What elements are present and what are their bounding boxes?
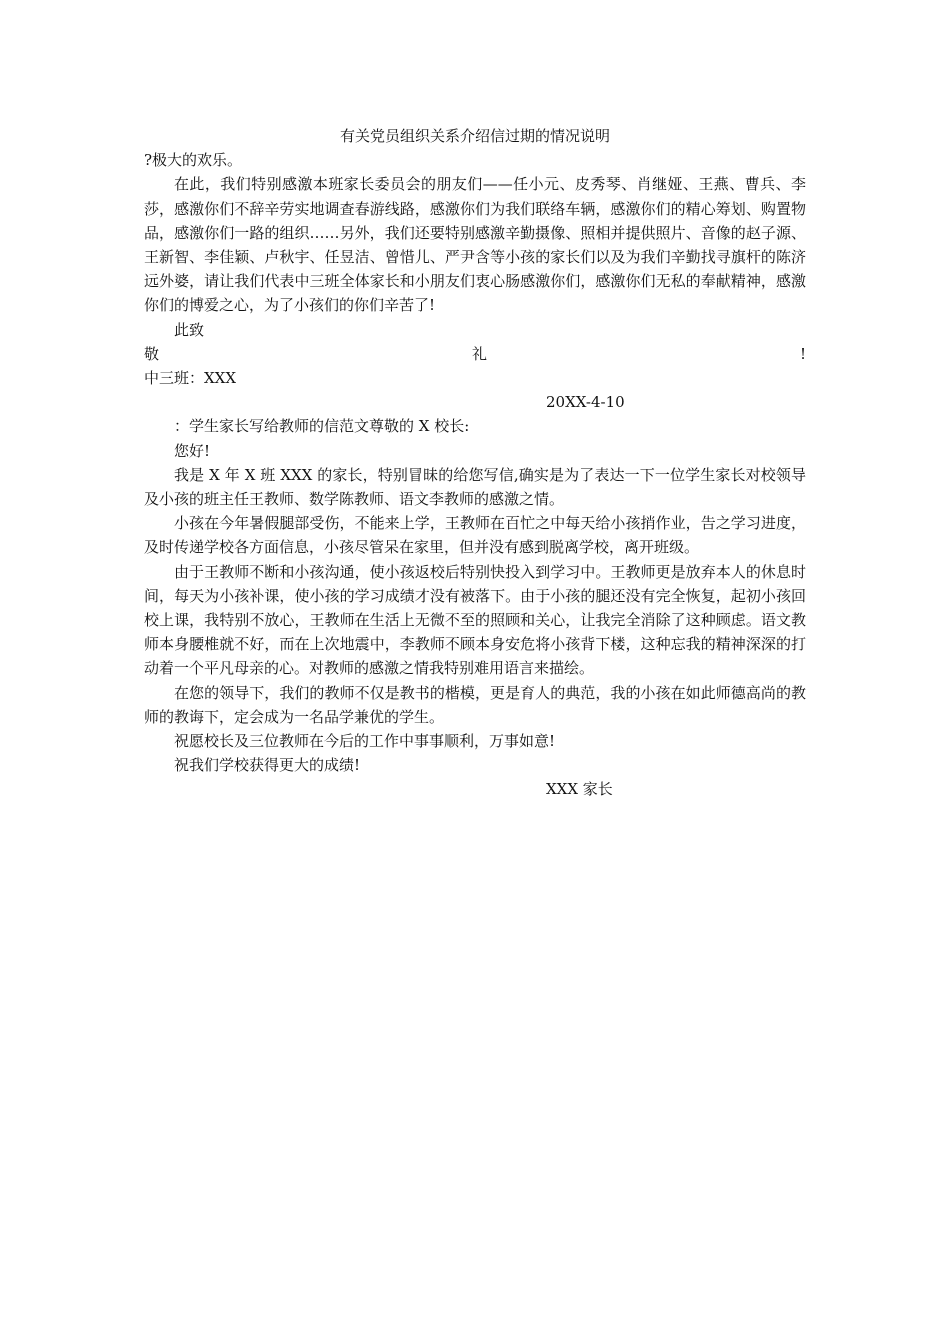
letter1-salutation: 此致 [174,320,205,339]
letter2-paragraph: 祝我们学校获得更大的成绩! [174,756,361,775]
letter1-signature: 中三班：XXX [144,369,237,388]
letter1-date: 20XX-4-10 [546,393,625,412]
letter2-heading: ：学生家长写给教师的信范文尊敬的 X 校长: [174,417,470,436]
document-title: 有关党员组织关系介绍信过期的情况说明 [339,127,610,145]
letter2-paragraph: 我是 X 年 X 班 XXX 的家长，特别冒昧的给您写信,确实是为了表达一下一位学生家长对校领导及小孩的班主任王教师、数学陈教师、语文李教师的感激之情。 [144,465,806,509]
letter2-signature: XXX 家长 [546,780,613,799]
letter1-body: 在此，我们特别感激本班家长委员会的朋友们——任小元、皮秀琴、肖继娅、王燕、曹兵、李莎，感激你们不辞辛劳实地调查春游线路，感激你们为我们联络车辆，感激你们的精心筹划、购置物品，感激你们一路的组织……另外，我们还要特别感激辛勤摄像、照相并提供照片、音像的赵子源、王新智、李佳颖、卢秋宇、任昱洁、曾惜儿、严尹含等小孩的家长们以及为我们辛勤找寻旗杆的陈济远外婆，请让我们代表中三班全体家长和小朋友们衷心肠感激你们，感激你们无私的奉献精神，感激你们的博爱之心，为了小孩们的你们辛苦了! [144,175,806,315]
letter1-fragment: ?极大的欢乐。 [144,151,243,170]
letter1-closing [144,342,806,366]
closing-salute: 礼 [471,344,487,363]
letter2-paragraph: 由于王教师不断和小孩沟通，使小孩返校后特别快投入到学习中。王教师更是放弃本人的休息时间，每天为小孩补课，使小孩的学习成绩才没有被落下。由于小孩的腿还没有完全恢复，起初小孩回校上课，我特别不放心，王教师在生活上无微不至的照顾和关心，让我完全消除了这种顾虑。语文教师本身腰椎就不好，而在上次地震中，李教师不顾本身安危将小孩背下楼，这种忘我的精神深深的打动着一个平凡母亲的心。对教师的感激之情我特别难用语言来描绘。 [144,562,806,678]
letter2-paragraph: 在您的领导下，我们的教师不仅是教书的楷模，更是育人的典范，我的小孩在如此师德高尚的教师的教诲下，定会成为一名品学兼优的学生。 [144,683,806,726]
document-page [144,124,806,802]
closing-respect: 敬 [144,344,160,363]
closing-exclamation: ! [799,344,806,363]
letter2-greeting: 您好! [174,441,211,460]
letter2-paragraph: 祝愿校长及三位教师在今后的工作中事事顺利，万事如意! [174,732,556,751]
letter2-paragraph: 小孩在今年暑假腿部受伤，不能来上学，王教师在百忙之中每天给小孩捎作业，告之学习进度，及时传递学校各方面信息，小孩尽管呆在家里，但并没有感到脱离学校，离开班级。 [144,514,806,557]
